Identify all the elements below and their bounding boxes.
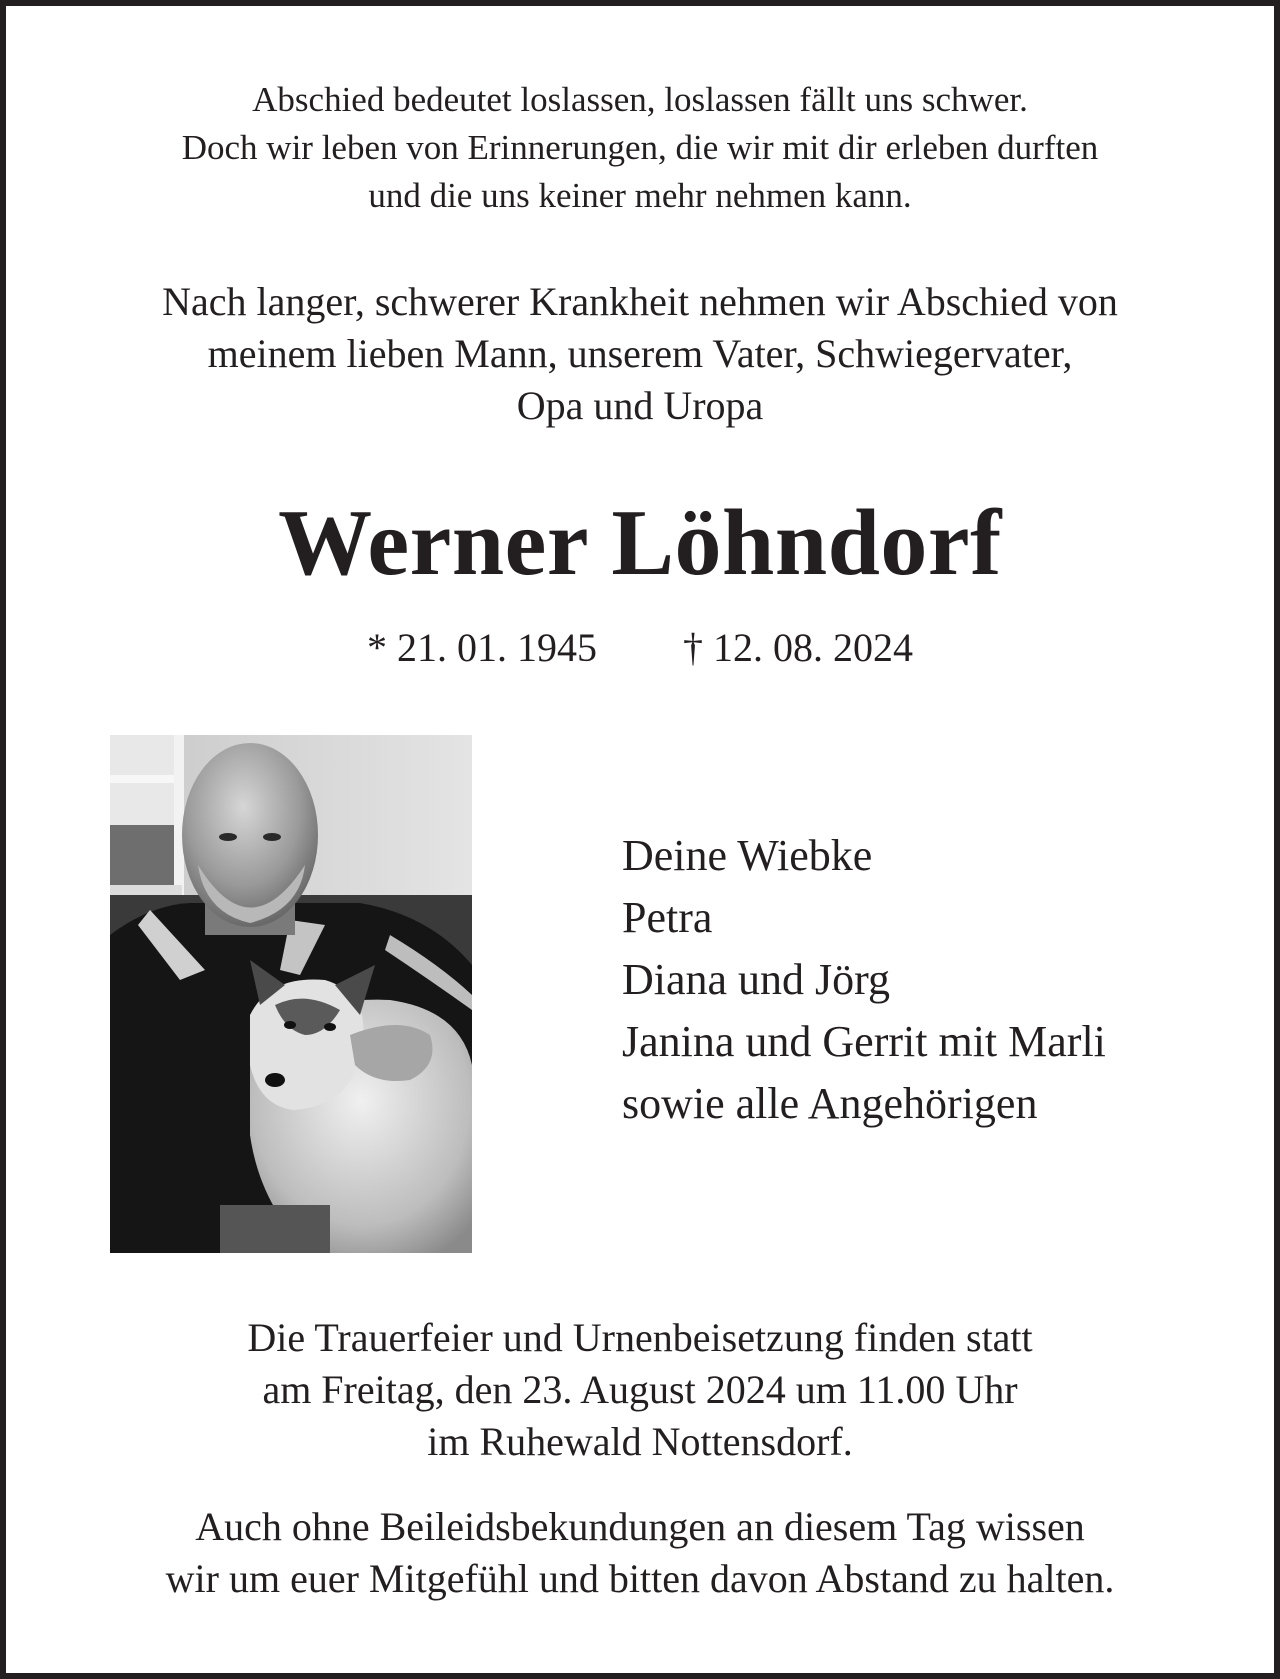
- announcement-intro: [0, 276, 1280, 432]
- birth-date: * 21. 01. 1945: [367, 625, 597, 670]
- mourner-line: Petra: [622, 893, 713, 942]
- mourner-line: Deine Wiebke: [622, 831, 873, 880]
- ceremony-line: am Freitag, den 23. August 2024 um 11.00 Uhr: [262, 1367, 1018, 1412]
- mourner-line: sowie alle Angehörigen: [622, 1079, 1038, 1128]
- mourner-line: Janina und Gerrit mit Marli: [622, 1017, 1106, 1066]
- portrait-photo: [110, 735, 472, 1253]
- portrait-photo-illustration: [110, 735, 472, 1253]
- ceremony-line: im Ruhewald Nottensdorf.: [427, 1419, 853, 1464]
- motto-verse: [0, 76, 1280, 220]
- death-date: † 12. 08. 2024: [683, 625, 913, 670]
- intro-line: meinem lieben Mann, unserem Vater, Schwiegervater,: [207, 331, 1073, 376]
- motto-line: und die uns keiner mehr nehmen kann.: [368, 176, 912, 215]
- closing-note: [0, 1501, 1280, 1605]
- motto-line: Abschied bedeutet loslassen, loslassen fällt uns schwer.: [252, 80, 1028, 119]
- ceremony-line: Die Trauerfeier und Urnenbeisetzung finden statt: [247, 1315, 1033, 1360]
- closing-line: wir um euer Mitgefühl und bitten davon Abstand zu halten.: [165, 1556, 1115, 1601]
- deceased-name: Werner Löhndorf: [278, 491, 1002, 595]
- life-dates: [0, 623, 1280, 673]
- mourners-list: [622, 825, 1106, 1135]
- closing-line: Auch ohne Beileidsbekundungen an diesem Tag wissen: [195, 1504, 1085, 1549]
- intro-line: Nach langer, schwerer Krankheit nehmen wir Abschied von: [162, 279, 1118, 324]
- intro-line: Opa und Uropa: [516, 383, 764, 428]
- mourner-line: Diana und Jörg: [622, 955, 891, 1004]
- ceremony-info: [0, 1312, 1280, 1468]
- motto-line: Doch wir leben von Erinnerungen, die wir mit dir erleben durften: [181, 128, 1099, 167]
